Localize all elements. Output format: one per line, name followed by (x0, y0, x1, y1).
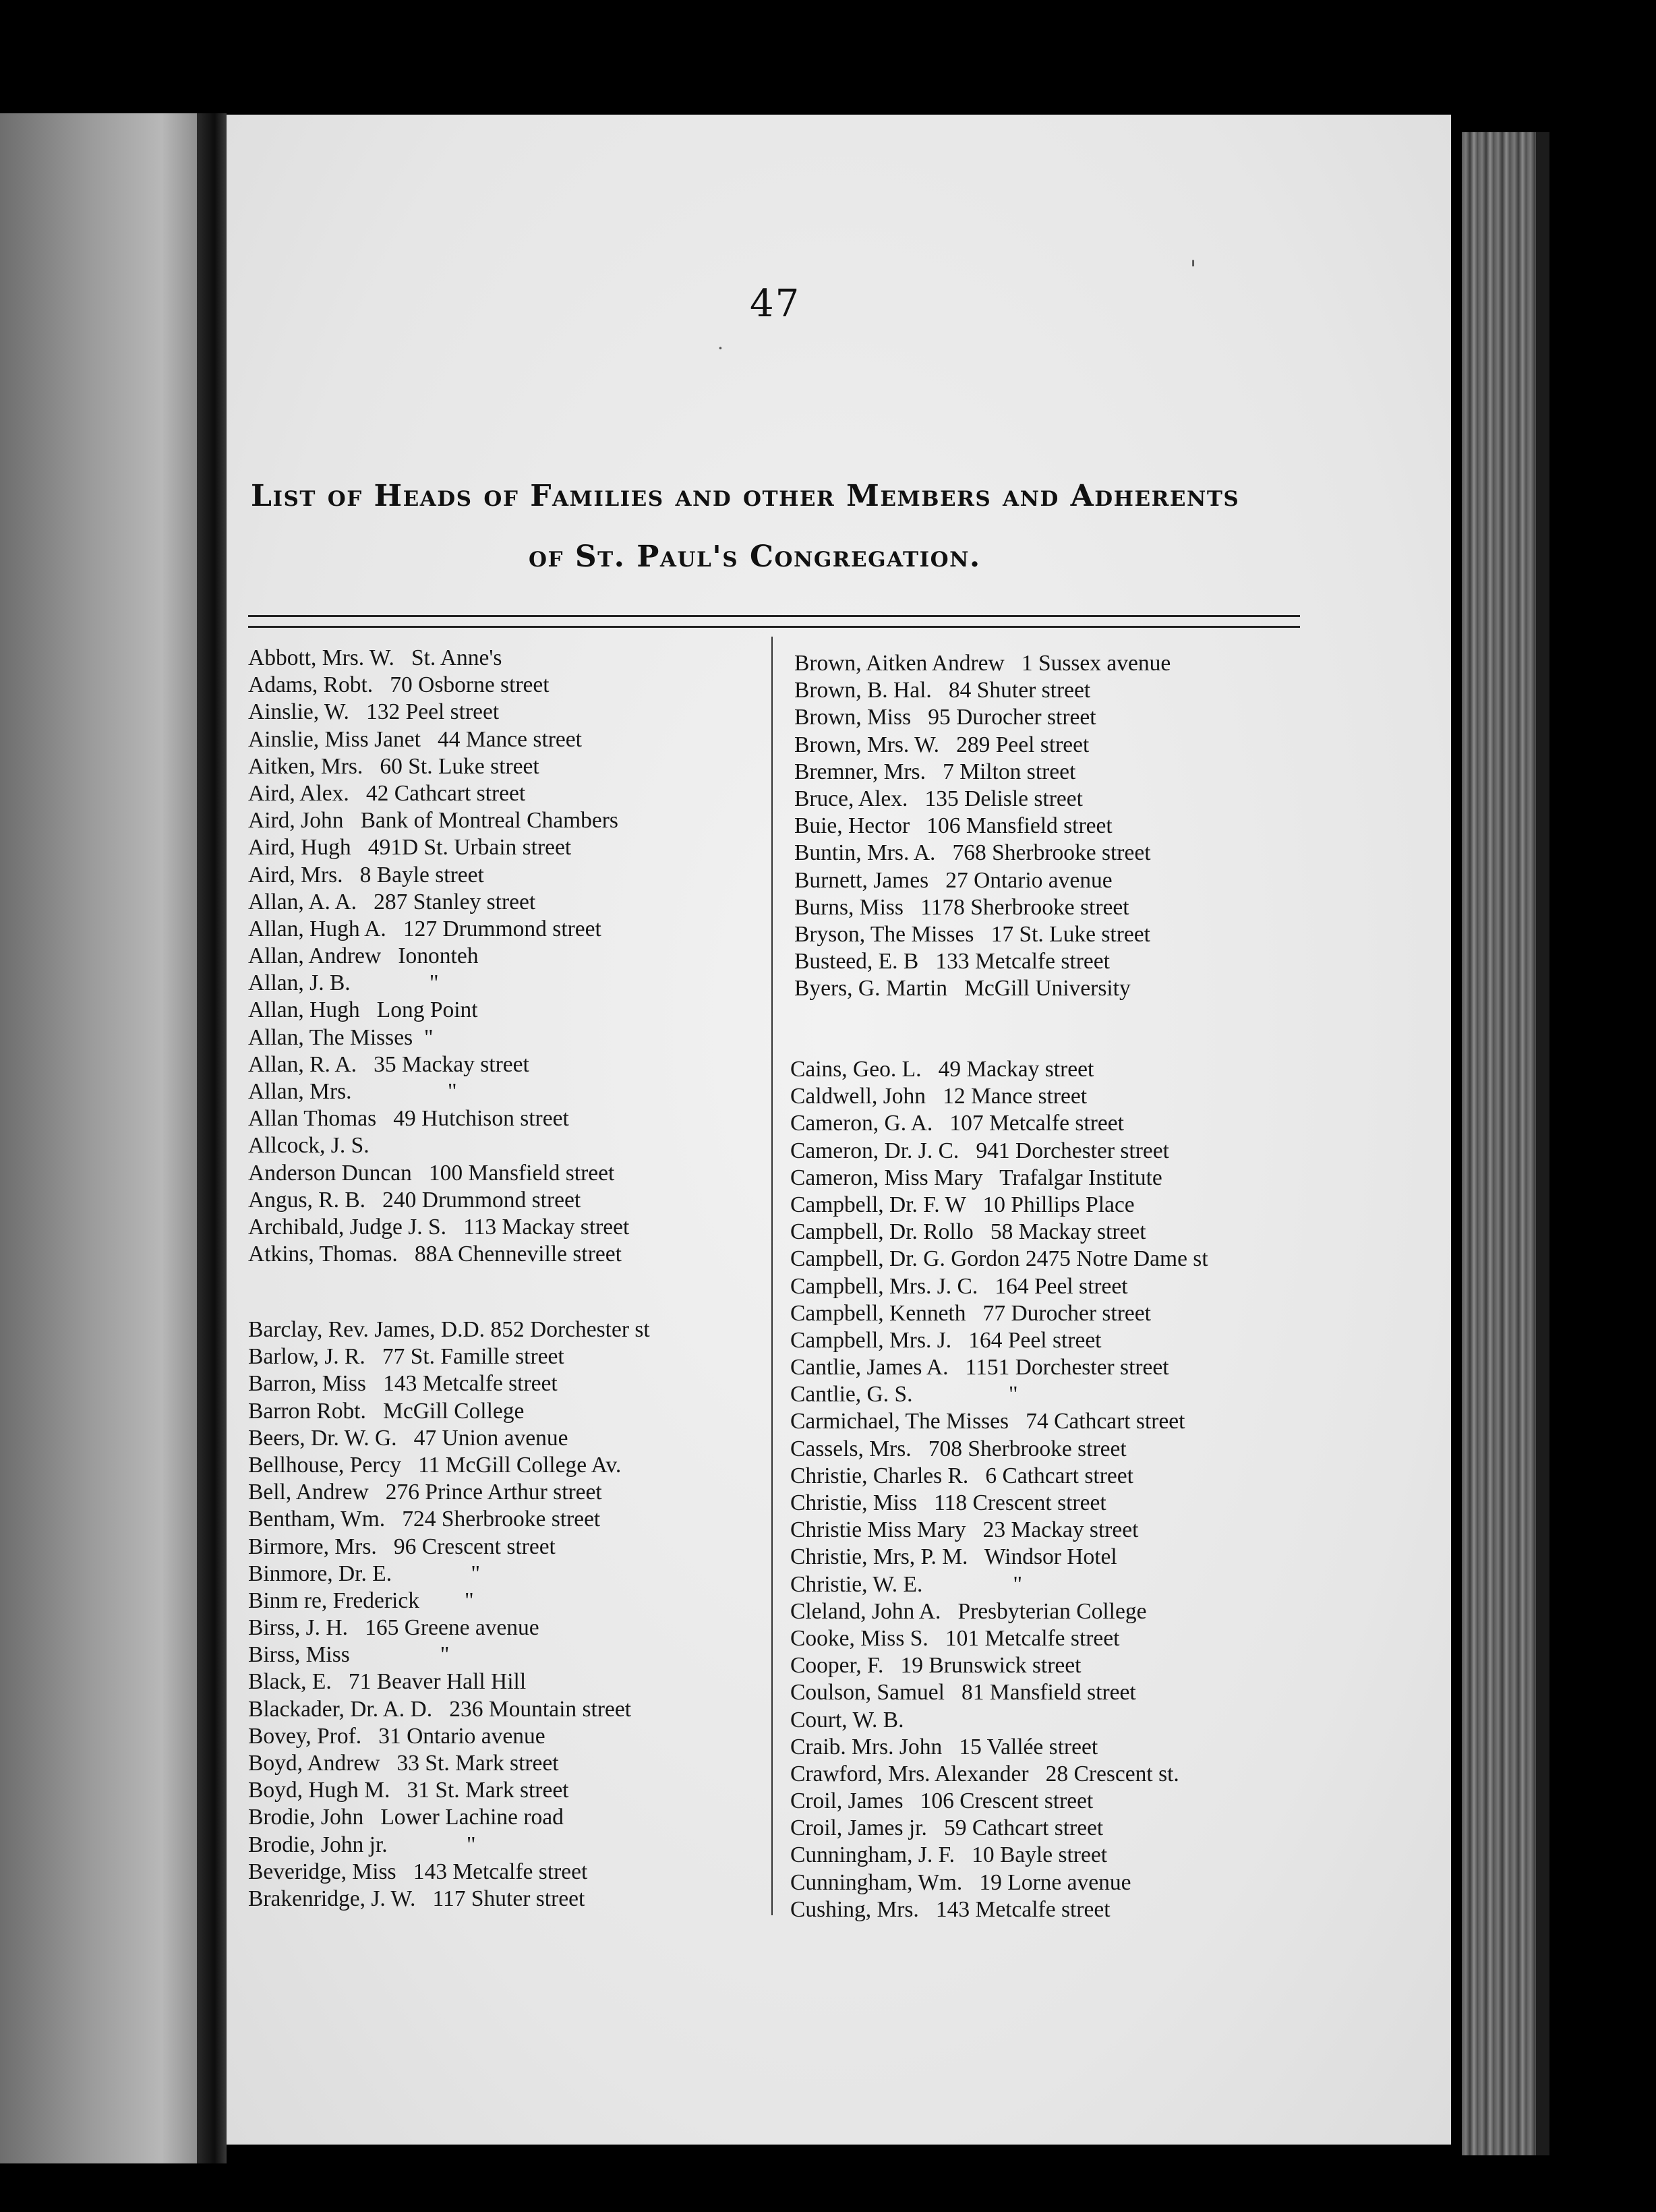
directory-entry: Bruce, Alex. 135 Delisle street (794, 786, 1083, 811)
directory-entry: Cushing, Mrs. 143 Metcalfe street (790, 1896, 1111, 1922)
directory-entry: Cooper, F. 19 Brunswick street (790, 1653, 1082, 1679)
directory-entry: Allan, Andrew Iononteh (248, 943, 479, 969)
page-number: 47 (750, 282, 801, 326)
directory-entry: Bellhouse, Percy 11 McGill College Av. (248, 1452, 622, 1478)
directory-entry: Barron, Miss 143 Metcalfe street (248, 1371, 558, 1397)
directory-entry: Bryson, The Misses 17 St. Luke street (794, 921, 1150, 947)
directory-entry: Brown, Aitken Andrew 1 Sussex avenue (794, 651, 1171, 676)
directory-entry: Christie, Charles R. 6 Cathcart street (790, 1463, 1133, 1488)
pencil-mark: ˈ (1189, 256, 1197, 287)
directory-entry: Beers, Dr. W. G. 47 Union avenue (248, 1425, 568, 1451)
directory-entry: Bremner, Mrs. 7 Milton street (794, 759, 1076, 784)
directory-entry: Buie, Hector 106 Mansfield street (794, 813, 1113, 839)
book-gutter (197, 113, 227, 2163)
directory-entry: Abbott, Mrs. W. St. Anne's (248, 645, 502, 670)
directory-entry: Campbell, Dr. F. W 10 Phillips Place (790, 1192, 1135, 1217)
ink-speck: · (717, 337, 723, 359)
directory-entry: Aird, Alex. 42 Cathcart street (248, 780, 526, 806)
title-rule-bottom (248, 626, 1300, 628)
directory-entry: Anderson Duncan 100 Mansfield street (248, 1160, 615, 1186)
directory-entry: Cunningham, J. F. 10 Bayle street (790, 1842, 1107, 1868)
directory-entry: Brodie, John Lower Lachine road (248, 1805, 564, 1830)
directory-entry: Crawford, Mrs. Alexander 28 Crescent st. (790, 1761, 1179, 1786)
adjacent-page (0, 113, 202, 2163)
directory-entry: Allan Thomas 49 Hutchison street (248, 1106, 569, 1132)
directory-entry: Croil, James jr. 59 Cathcart street (790, 1815, 1104, 1841)
directory-entry: Allan, A. A. 287 Stanley street (248, 889, 536, 914)
directory-entry: Binm re, Frederick " (248, 1588, 474, 1613)
directory-entry: Barclay, Rev. James, D.D. 852 Dorchester st (248, 1317, 650, 1342)
page-title: List of Heads of Families and other Members and Adherents (251, 479, 1240, 513)
directory-entry: Caldwell, John 12 Mance street (790, 1084, 1088, 1109)
directory-entry: Cooke, Miss S. 101 Metcalfe street (790, 1625, 1120, 1651)
directory-entry: Burns, Miss 1178 Sherbrooke street (794, 894, 1129, 920)
directory-entry: Burnett, James 27 Ontario avenue (794, 867, 1113, 893)
directory-entry: Birss, J. H. 165 Greene avenue (248, 1615, 539, 1641)
directory-entry: Christie, Miss 118 Crescent street (790, 1490, 1106, 1515)
right-column-a-list (794, 650, 1171, 1002)
directory-entry: Ainslie, W. 132 Peel street (248, 699, 500, 725)
directory-entry: Boyd, Hugh M. 31 St. Mark street (248, 1778, 569, 1803)
directory-entry: Adams, Robt. 70 Osborne street (248, 672, 550, 698)
directory-entry: Busteed, E. B 133 Metcalfe street (794, 949, 1110, 974)
directory-entry: Campbell, Dr. G. Gordon 2475 Notre Dame st (790, 1246, 1208, 1272)
directory-entry: Allan, Hugh A. 127 Drummond street (248, 916, 601, 941)
directory-entry: Cunningham, Wm. 19 Lorne avenue (790, 1869, 1131, 1895)
directory-entry: Brodie, John jr. " (248, 1832, 476, 1857)
directory-entry: Aird, Mrs. 8 Bayle street (248, 862, 484, 887)
page-edges (1462, 132, 1536, 2155)
directory-entry: Aitken, Mrs. 60 St. Luke street (248, 753, 539, 779)
directory-entry: Boyd, Andrew 33 St. Mark street (248, 1751, 559, 1776)
directory-entry: Cameron, G. A. 107 Metcalfe street (790, 1111, 1124, 1136)
directory-entry: Carmichael, The Misses 74 Cathcart street (790, 1409, 1185, 1434)
directory-entry: Allan, R. A. 35 Mackay street (248, 1051, 529, 1077)
page-subtitle: of St. Paul's Congregation. (529, 540, 981, 574)
directory-entry: Christie, Mrs, P. M. Windsor Hotel (790, 1544, 1117, 1570)
directory-entry: Ainslie, Miss Janet 44 Mance street (248, 726, 582, 752)
directory-entry: Campbell, Kenneth 77 Durocher street (790, 1300, 1151, 1326)
directory-entry: Bell, Andrew 276 Prince Arthur street (248, 1480, 602, 1505)
directory-entry: Birss, Miss " (248, 1642, 450, 1668)
page-edges-shadow (1536, 132, 1549, 2155)
directory-entry: Cameron, Miss Mary Trafalgar Institute (790, 1165, 1162, 1190)
directory-entry: Aird, John Bank of Montreal Chambers (248, 808, 618, 834)
directory-entry: Cantlie, James A. 1151 Dorchester street (790, 1355, 1169, 1380)
directory-entry: Barron Robt. McGill College (248, 1398, 525, 1424)
directory-entry: Byers, G. Martin McGill University (794, 976, 1131, 1001)
directory-entry: Barlow, J. R. 77 St. Famille street (248, 1344, 564, 1370)
right-column-b-list (790, 1056, 1208, 1923)
directory-entry: Christie Miss Mary 23 Mackay street (790, 1517, 1139, 1543)
directory-entry: Brown, Miss 95 Durocher street (794, 705, 1096, 730)
directory-entry: Brown, Mrs. W. 289 Peel street (794, 732, 1090, 757)
directory-entry: Cassels, Mrs. 708 Sherbrooke street (790, 1436, 1127, 1461)
directory-entry: Archibald, Judge J. S. 113 Mackay street (248, 1214, 630, 1240)
directory-entry: Aird, Hugh 491D St. Urbain street (248, 835, 572, 861)
directory-entry: Cantlie, G. S. " (790, 1382, 1018, 1407)
directory-entry: Cleland, John A. Presbyterian College (790, 1598, 1147, 1624)
directory-entry: Allan, J. B. " (248, 970, 439, 996)
directory-entry: Allan, Hugh Long Point (248, 997, 478, 1023)
directory-entry: Brown, B. Hal. 84 Shuter street (794, 678, 1091, 703)
directory-entry: Croil, James 106 Crescent street (790, 1788, 1094, 1814)
directory-entry: Blackader, Dr. A. D. 236 Mountain street (248, 1696, 632, 1722)
directory-entry: Cameron, Dr. J. C. 941 Dorchester street (790, 1138, 1169, 1163)
directory-entry: Binmore, Dr. E. " (248, 1561, 480, 1586)
directory-entry: Angus, R. B. 240 Drummond street (248, 1187, 581, 1213)
title-rule-top (248, 615, 1300, 617)
directory-entry: Allan, Mrs. " (248, 1079, 457, 1104)
directory-entry: Bentham, Wm. 724 Sherbrooke street (248, 1507, 601, 1532)
directory-entry: Campbell, Mrs. J. C. 164 Peel street (790, 1273, 1128, 1299)
directory-entry: Coulson, Samuel 81 Mansfield street (790, 1680, 1136, 1706)
directory-entry: Campbell, Mrs. J. 164 Peel street (790, 1327, 1102, 1353)
directory-entry: Allcock, J. S. (248, 1133, 369, 1159)
directory-entry: Buntin, Mrs. A. 768 Sherbrooke street (794, 840, 1151, 866)
directory-entry: Beveridge, Miss 143 Metcalfe street (248, 1859, 588, 1884)
directory-entry: Birmore, Mrs. 96 Crescent street (248, 1534, 556, 1559)
left-column-b-list (248, 1316, 650, 1913)
column-divider (771, 637, 773, 1915)
directory-entry: Bovey, Prof. 31 Ontario avenue (248, 1723, 545, 1749)
directory-entry: Black, E. 71 Beaver Hall Hill (248, 1669, 527, 1695)
directory-entry: Atkins, Thomas. 88A Chenneville street (248, 1242, 622, 1267)
directory-entry: Court, W. B. (790, 1707, 904, 1733)
directory-entry: Allan, The Misses " (248, 1024, 434, 1050)
left-column-a-list (248, 645, 629, 1268)
directory-entry: Campbell, Dr. Rollo 58 Mackay street (790, 1219, 1146, 1245)
directory-entry: Christie, W. E. " (790, 1571, 1023, 1597)
directory-entry: Cains, Geo. L. 49 Mackay street (790, 1057, 1094, 1082)
directory-entry: Craib. Mrs. John 15 Vallée street (790, 1734, 1098, 1759)
directory-entry: Brakenridge, J. W. 117 Shuter street (248, 1886, 585, 1911)
